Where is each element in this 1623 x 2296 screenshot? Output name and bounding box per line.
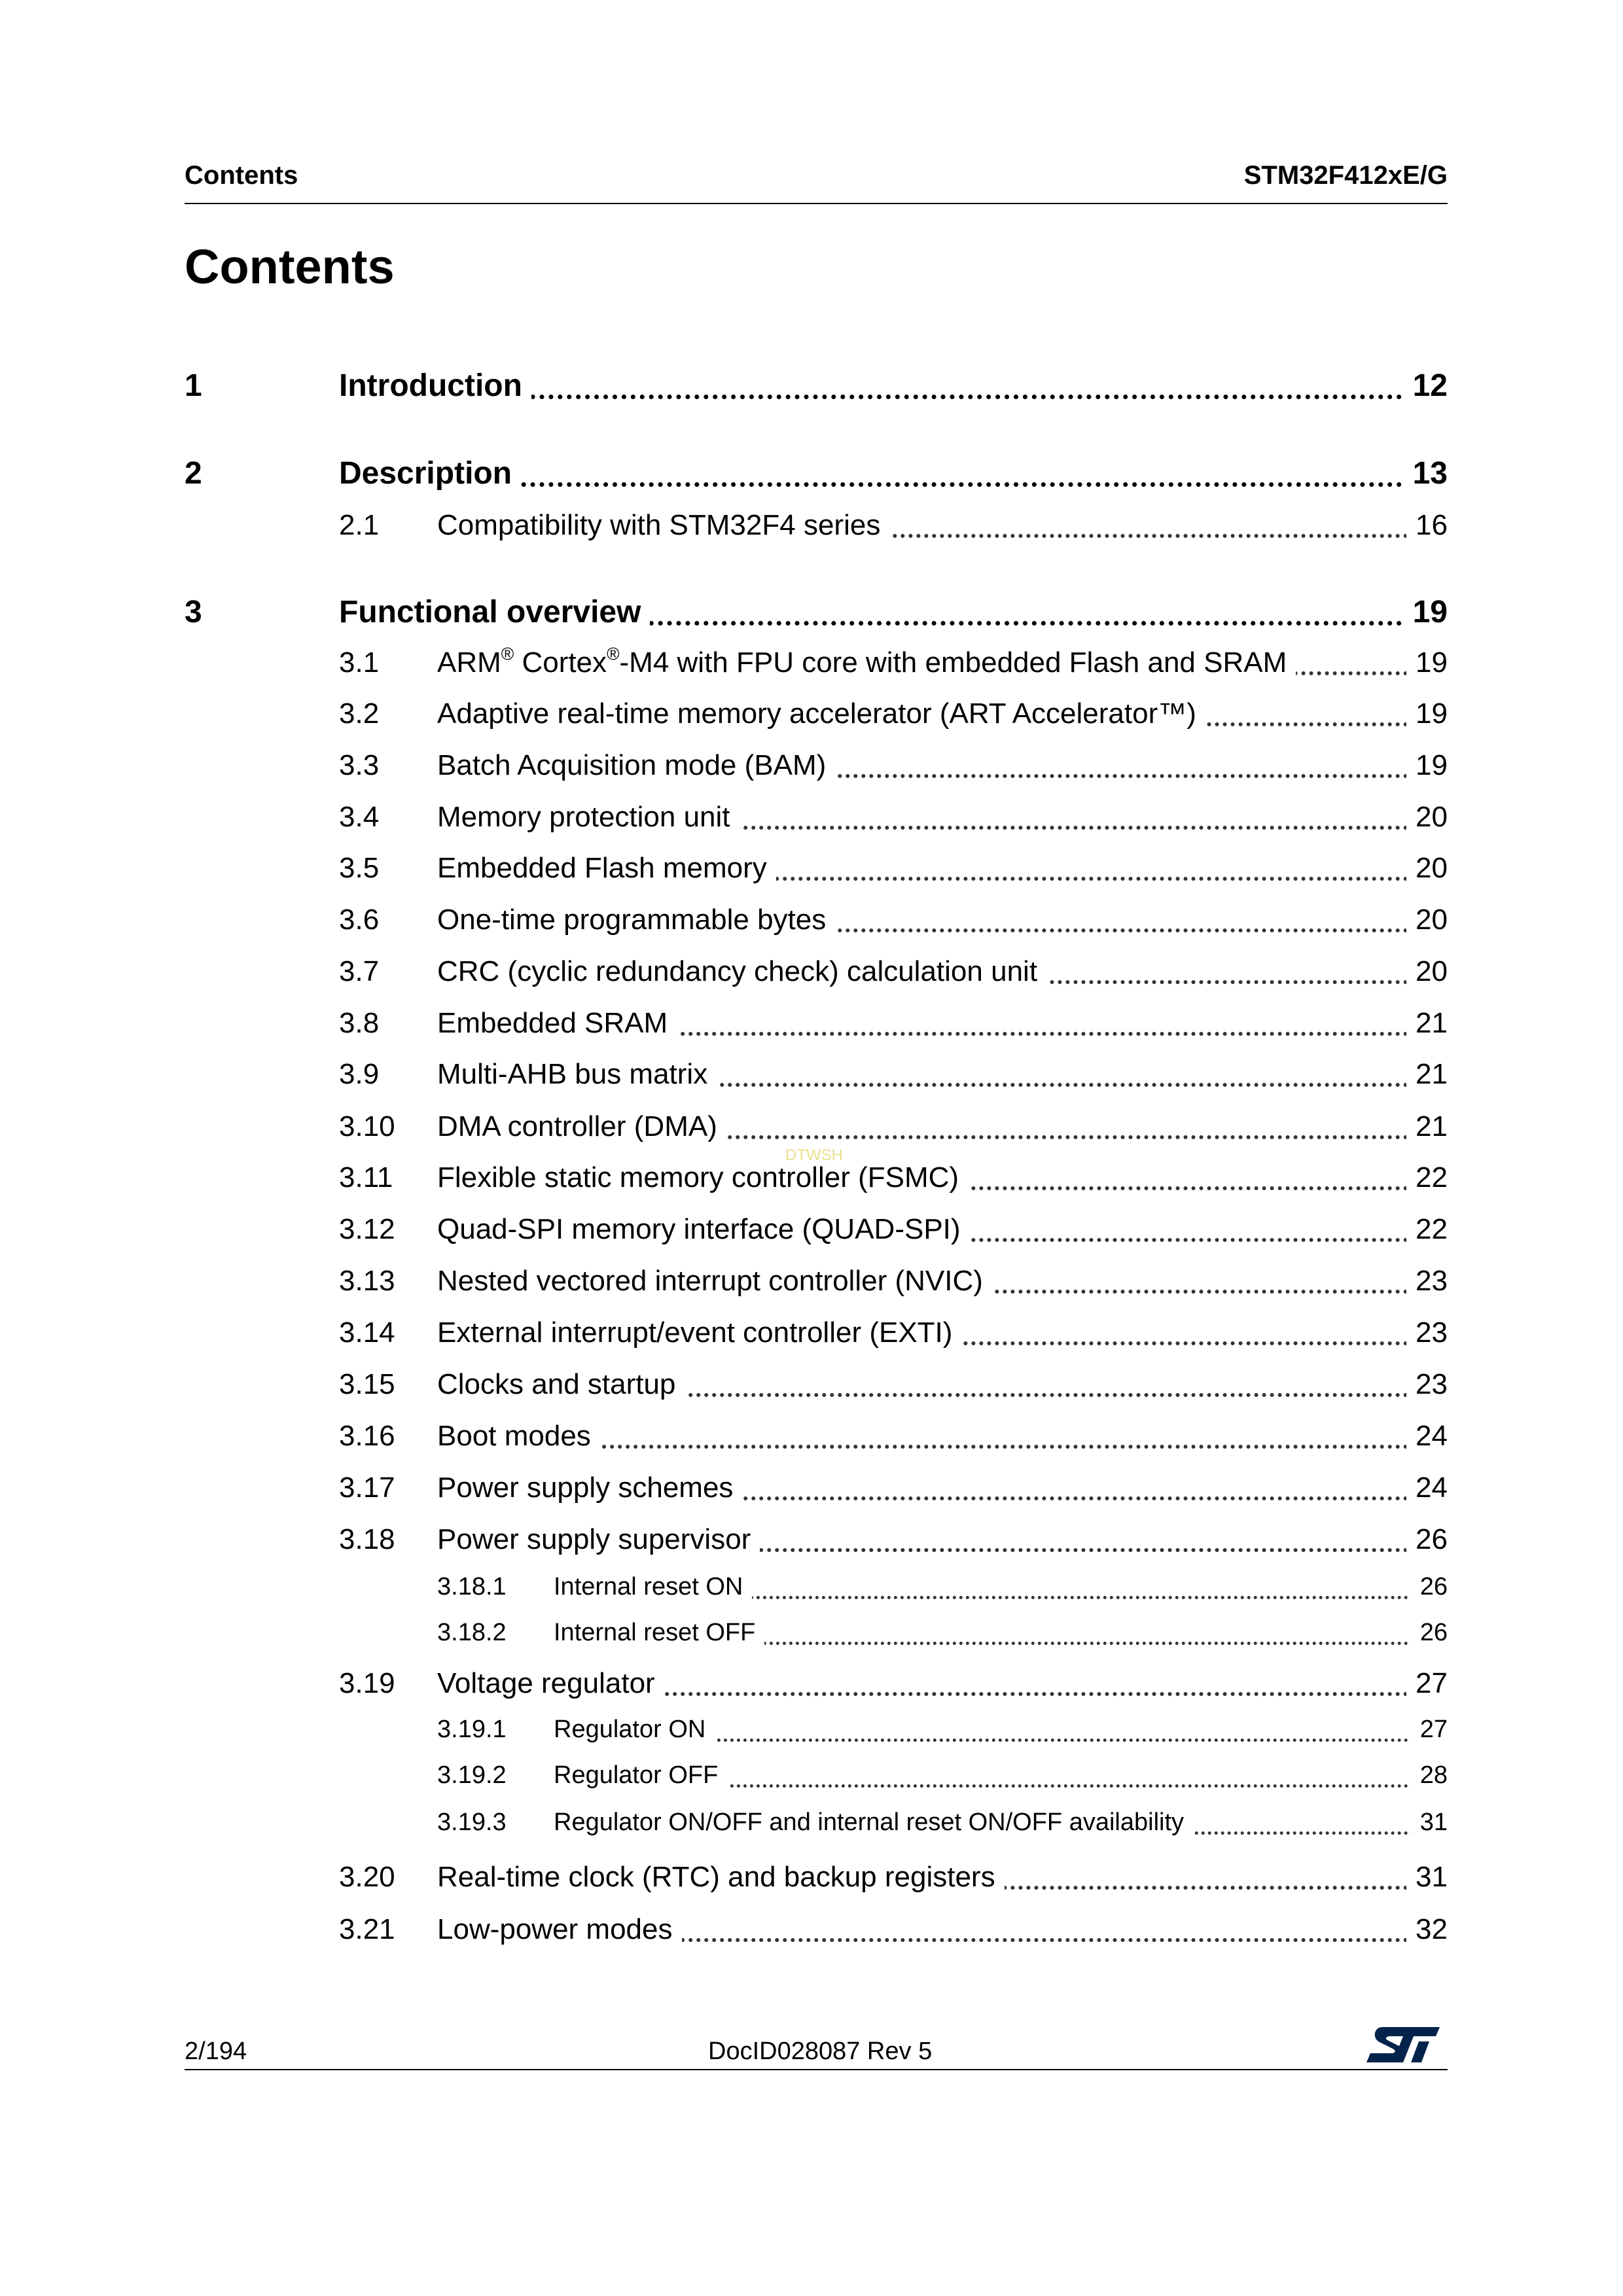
toc-entry-number: 3 (185, 595, 202, 629)
toc-entry-number: 3.10 (339, 1110, 395, 1142)
toc-entry-number: 3.19 (339, 1667, 395, 1699)
toc-entry[interactable] (185, 1716, 1448, 1747)
toc-entry-page: 21 (1406, 1110, 1448, 1143)
toc-entry-title: Clocks and startup (437, 1368, 685, 1401)
toc-entry-page: 26 (1411, 1573, 1448, 1601)
toc-entry-page: 20 (1406, 904, 1448, 936)
toc-entry-title: Real-time clock (RTC) and backup registers (437, 1861, 1005, 1894)
toc-entry-number: 3.3 (339, 749, 380, 781)
toc-entry[interactable] (185, 1161, 1448, 1197)
toc-entry-page: 19 (1406, 698, 1448, 730)
toc-entry[interactable] (185, 801, 1448, 836)
toc-entry-number: 3.18.2 (437, 1619, 507, 1646)
toc-entry[interactable] (185, 509, 1448, 544)
toc-entry-title: Multi-AHB bus matrix (437, 1058, 717, 1091)
toc-entry-page: 20 (1406, 955, 1448, 988)
toc-entry-title: Regulator ON (554, 1716, 715, 1744)
toc-entry-title: Description (339, 455, 521, 491)
toc-entry[interactable] (185, 852, 1448, 887)
toc-entry-page: 32 (1406, 1913, 1448, 1946)
toc-entry[interactable] (185, 1058, 1448, 1093)
toc-entry-title: One-time programmable bytes (437, 904, 835, 936)
page-number: 2/194 (185, 2038, 247, 2065)
toc-entry-number: 1 (185, 368, 202, 403)
toc-entry-title: Embedded Flash memory (437, 852, 776, 885)
toc-entry-title: Internal reset OFF (554, 1619, 764, 1647)
toc-entry[interactable] (185, 1316, 1448, 1352)
toc-entry-number: 3.9 (339, 1058, 380, 1090)
toc-entry-title: Batch Acquisition mode (BAM) (437, 749, 835, 782)
toc-entry-number: 3.16 (339, 1420, 395, 1452)
toc-entry-page: 21 (1406, 1007, 1448, 1040)
toc-entry-title: Low-power modes (437, 1913, 682, 1946)
toc-entry-number: 3.6 (339, 904, 380, 936)
toc-entry[interactable] (185, 749, 1448, 785)
toc-entry-title: Regulator ON/OFF and internal reset ON/OFF availability (554, 1809, 1193, 1837)
toc-entry-number: 3.15 (339, 1368, 395, 1400)
toc-entry-number: 2 (185, 456, 202, 491)
toc-entry-page: 19 (1406, 646, 1448, 679)
toc-entry-number: 3.19.3 (437, 1809, 507, 1836)
toc-entry[interactable] (185, 1265, 1448, 1300)
header-product-name: STM32F412xE/G (1243, 161, 1448, 190)
toc-entry-number: 3.5 (339, 852, 380, 884)
toc-entry-number: 2.1 (339, 509, 380, 541)
toc-entry-number: 3.7 (339, 955, 380, 987)
registered-mark: ® (607, 644, 620, 664)
toc-entry[interactable] (185, 904, 1448, 939)
toc-entry-page: 13 (1404, 455, 1448, 491)
toc-entry-title: Quad-SPI memory interface (QUAD-SPI) (437, 1213, 970, 1246)
toc-entry-page: 31 (1406, 1861, 1448, 1894)
toc-entry-page: 26 (1406, 1523, 1448, 1556)
toc-entry-number: 3.8 (339, 1007, 380, 1039)
toc-entry[interactable] (185, 1523, 1448, 1559)
toc-entry[interactable] (185, 1761, 1448, 1793)
toc-entry-number: 3.17 (339, 1472, 395, 1504)
toc-entry-page: 20 (1406, 801, 1448, 834)
toc-entry-title: Functional overview (339, 594, 650, 630)
toc-entry-number: 3.11 (339, 1161, 393, 1193)
toc-entry-title: DMA controller (DMA) (437, 1110, 726, 1143)
page-header (185, 157, 1448, 204)
toc-entry-page: 19 (1406, 749, 1448, 782)
toc-entry-title: Compatibility with STM32F4 series (437, 509, 889, 542)
toc-entry-title: Nested vectored interrupt controller (NVIC) (437, 1265, 992, 1298)
toc-entry-title: Internal reset ON (554, 1573, 752, 1601)
toc-entry-number: 3.18.1 (437, 1573, 507, 1600)
toc-entry-number: 3.12 (339, 1213, 395, 1245)
toc-entry-page: 20 (1406, 852, 1448, 885)
toc-entry-title: CRC (cyclic redundancy check) calculation unit (437, 955, 1046, 988)
title-part: ARM (437, 646, 501, 679)
toc-entry-number: 3.21 (339, 1913, 395, 1945)
toc-entry-page: 21 (1406, 1058, 1448, 1091)
toc-entry-page: 23 (1406, 1265, 1448, 1298)
toc-entry-title: Flexible static memory controller (FSMC) (437, 1161, 968, 1194)
toc-entry[interactable] (185, 1110, 1448, 1146)
toc-entry-title: External interrupt/event controller (EXTI) (437, 1316, 961, 1349)
toc-entry-title: Voltage regulator (437, 1667, 664, 1700)
toc-entry-number: 3.19.1 (437, 1716, 507, 1743)
toc-entry[interactable] (185, 1809, 1448, 1840)
toc-entry-page: 12 (1404, 368, 1448, 404)
st-logo-icon (1363, 2022, 1441, 2068)
document-id: DocID028087 Rev 5 (708, 2038, 933, 2065)
toc-entry-number: 3.14 (339, 1316, 395, 1349)
toc-entry-title: Embedded SRAM (437, 1007, 677, 1040)
page-title: Contents (185, 239, 395, 294)
toc-entry[interactable] (185, 1913, 1448, 1949)
watermark-text: DTWSH (785, 1146, 843, 1164)
header-section-title: Contents (185, 161, 298, 190)
toc-entry-title (437, 646, 1296, 679)
toc-entry-page: 22 (1406, 1161, 1448, 1194)
toc-entry-title: Regulator OFF (554, 1761, 727, 1790)
toc-entry-number: 3.19.2 (437, 1761, 507, 1789)
toc-entry-number: 3.4 (339, 801, 380, 833)
toc-entry[interactable] (185, 1472, 1448, 1507)
toc-entry-page: 27 (1411, 1716, 1448, 1744)
toc-entry[interactable] (185, 1573, 1448, 1604)
toc-entry-page: 16 (1406, 509, 1448, 542)
toc-entry[interactable] (185, 368, 1448, 406)
toc-entry[interactable] (185, 1007, 1448, 1042)
toc-entry-title: Introduction (339, 368, 531, 404)
toc-entry-number: 3.20 (339, 1861, 395, 1893)
toc-entry-title: Memory protection unit (437, 801, 740, 834)
toc-entry-number: 3.2 (339, 698, 380, 730)
registered-mark: ® (501, 644, 514, 664)
toc-entry-page: 27 (1406, 1667, 1448, 1700)
title-part: Cortex (514, 646, 607, 679)
toc-entry[interactable] (185, 1667, 1448, 1703)
toc-entry-page: 24 (1406, 1420, 1448, 1453)
toc-entry-page: 31 (1411, 1809, 1448, 1837)
toc-entry[interactable] (185, 955, 1448, 991)
toc-entry[interactable] (185, 455, 1448, 493)
toc-entry-page: 23 (1406, 1368, 1448, 1401)
toc-entry-title: Power supply schemes (437, 1472, 742, 1504)
toc-entry-page: 26 (1411, 1619, 1448, 1647)
toc-entry-page: 19 (1404, 594, 1448, 630)
toc-entry-page: 22 (1406, 1213, 1448, 1246)
title-part: -M4 with FPU core with embedded Flash and SRAM (619, 646, 1287, 679)
toc-entry[interactable] (185, 698, 1448, 733)
toc-entry-title: Adaptive real-time memory accelerator (ART Accelerator™) (437, 698, 1205, 730)
toc-entry-title: Boot modes (437, 1420, 600, 1453)
toc-entry-number: 3.18 (339, 1523, 395, 1555)
toc-entry[interactable] (185, 646, 1448, 682)
toc-entry[interactable] (185, 594, 1448, 632)
toc-entry-page: 23 (1406, 1316, 1448, 1349)
toc-entry-number: 3.13 (339, 1265, 395, 1297)
toc-entry[interactable] (185, 1619, 1448, 1650)
toc-entry-title: Power supply supervisor (437, 1523, 760, 1556)
toc-entry-number: 3.1 (339, 646, 380, 679)
toc-entry-page: 28 (1411, 1761, 1448, 1790)
toc-entry[interactable] (185, 1213, 1448, 1248)
page-footer (185, 2028, 1448, 2070)
toc-entry[interactable] (185, 1420, 1448, 1455)
toc-entry[interactable] (185, 1861, 1448, 1896)
toc-entry[interactable] (185, 1368, 1448, 1404)
toc-entry-page: 24 (1406, 1472, 1448, 1504)
